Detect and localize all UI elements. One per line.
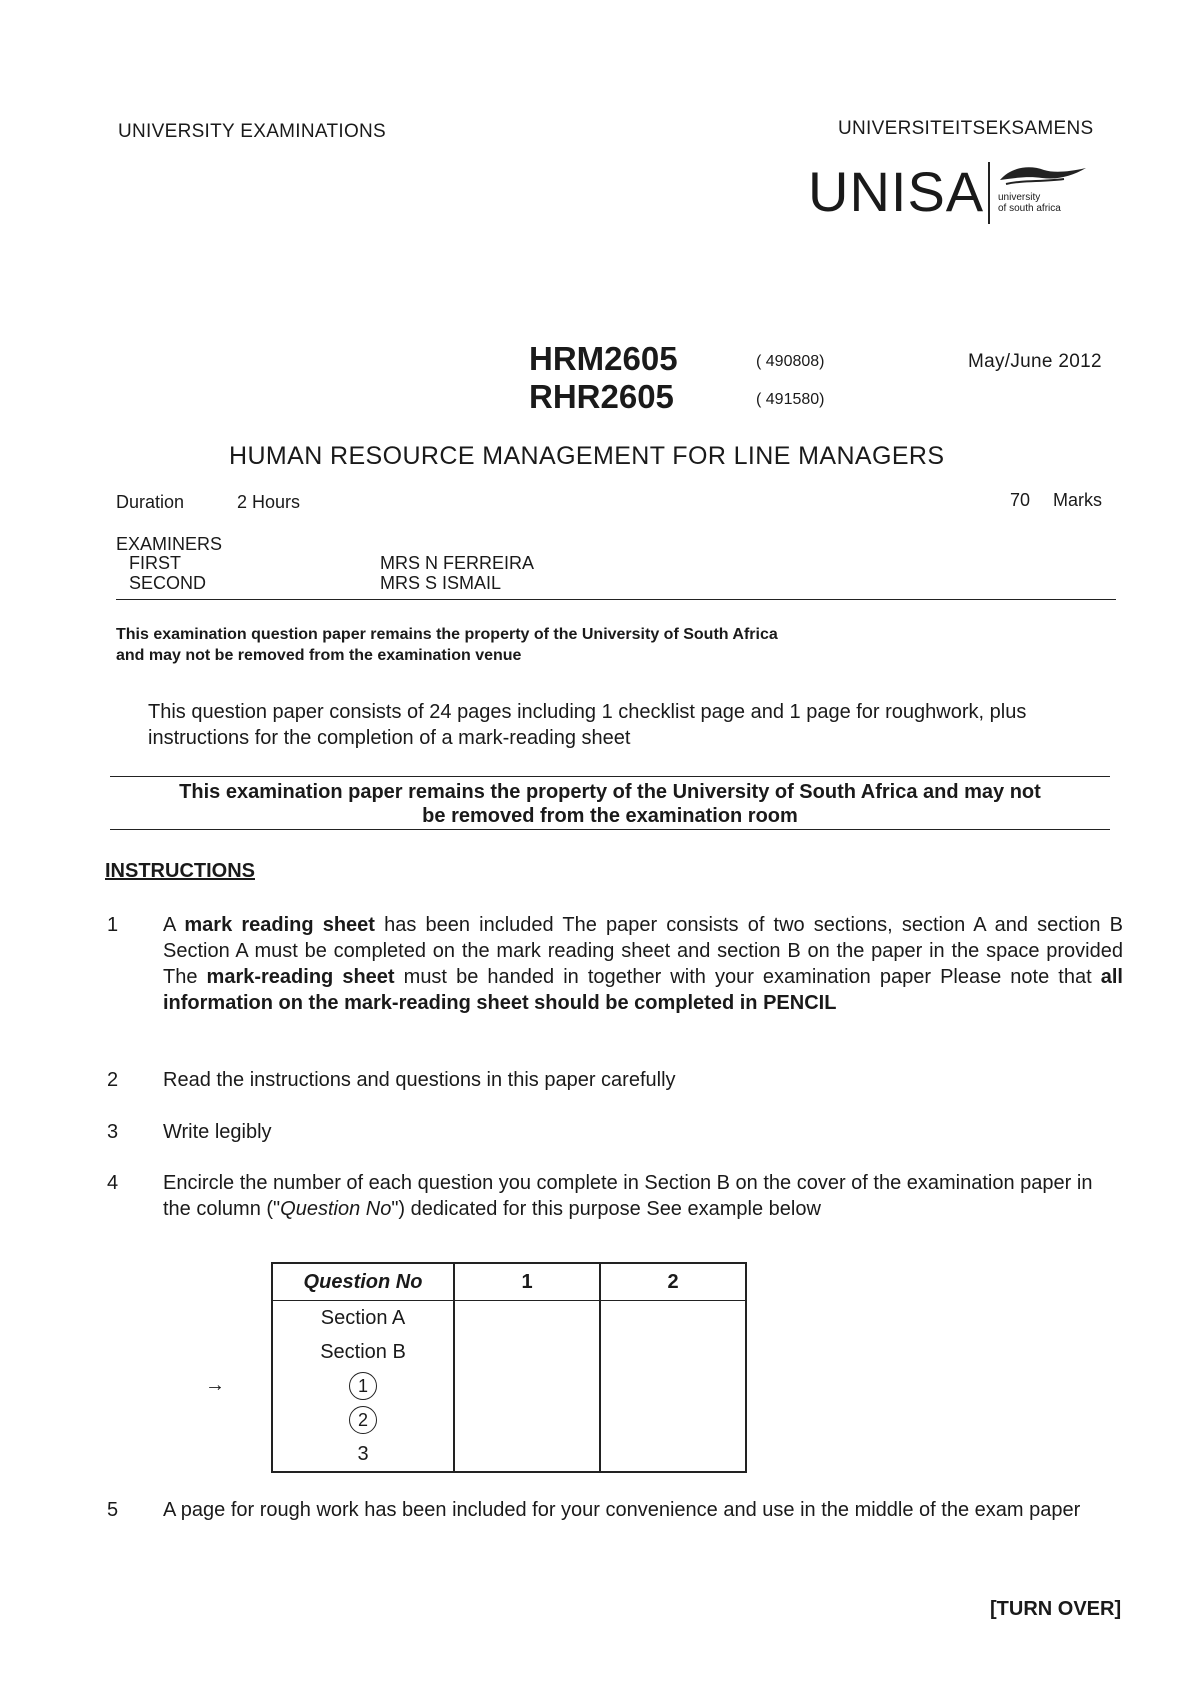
instruction-number-2: 2 xyxy=(107,1069,119,1091)
header-left: UNIVERSITY EXAMINATIONS xyxy=(118,121,387,142)
boxed-notice-line-1: This examination paper remains the property of the University of South Africa and may not xyxy=(179,781,1041,803)
table-row-label xyxy=(272,1369,454,1403)
table-row xyxy=(272,1403,746,1437)
table-header-question-no: Question No xyxy=(272,1263,454,1301)
instructions-heading: INSTRUCTIONS xyxy=(105,860,255,882)
table-row-label: Section A xyxy=(272,1301,454,1336)
boxed-notice-bottom-rule xyxy=(110,829,1110,830)
table-header-col-2: 2 xyxy=(600,1263,746,1301)
instruction-2: Read the instructions and questions in this paper carefully xyxy=(163,1069,676,1091)
table-row xyxy=(272,1301,746,1336)
instruction-number-1: 1 xyxy=(107,914,119,936)
table-header-row xyxy=(272,1263,746,1301)
unisa-logo xyxy=(808,160,1098,230)
table-row-label xyxy=(272,1403,454,1437)
circled-number-1: 1 xyxy=(349,1372,377,1400)
logo-divider xyxy=(988,162,990,224)
table-row xyxy=(272,1437,746,1472)
exam-date: May/June 2012 xyxy=(968,351,1102,372)
course-number-2: ( 491580) xyxy=(756,391,825,408)
examiner-first-label: FIRST xyxy=(129,553,181,573)
table-row-label: Section B xyxy=(272,1335,454,1369)
turn-over: [TURN OVER] xyxy=(990,1598,1122,1620)
logo-sub-1: university xyxy=(998,192,1041,203)
table-row-label: 3 xyxy=(272,1437,454,1472)
table-row xyxy=(272,1335,746,1369)
course-code-1: HRM2605 xyxy=(529,340,678,377)
paper-title: HUMAN RESOURCE MANAGEMENT FOR LINE MANAGERS xyxy=(229,442,945,470)
property-notice-line-2: and may not be removed from the examination venue xyxy=(116,647,522,664)
instruction-1: A mark reading sheet has been included The paper consists of two sections, section A and section B Section A must be completed on the mark reading sheet and section B on the paper in the space provided The mark-reading sheet must be handed in together with your examination paper Please note that all information on the mark-reading sheet should be completed in PENCIL xyxy=(163,914,1123,1014)
logo-wordmark: UNISA xyxy=(808,160,985,223)
boxed-notice-line-2: be removed from the examination room xyxy=(422,805,798,827)
instruction-number-4: 4 xyxy=(107,1172,119,1194)
examiner-second-name: MRS S ISMAIL xyxy=(380,573,502,593)
duration-label: Duration xyxy=(116,492,185,512)
duration-value: 2 Hours xyxy=(237,492,301,512)
examiner-first-name: MRS N FERREIRA xyxy=(380,553,535,573)
table-row xyxy=(272,1369,746,1403)
boxed-notice xyxy=(110,776,1110,828)
course-number-1: ( 490808) xyxy=(756,353,825,370)
marks-label: Marks xyxy=(1053,490,1102,510)
logo-sub-2: of south africa xyxy=(998,203,1061,214)
examiners-heading: EXAMINERS xyxy=(116,534,223,554)
table-header-col-1: 1 xyxy=(454,1263,600,1301)
marks-value: 70 xyxy=(1010,490,1031,510)
examiner-second-label: SECOND xyxy=(129,573,207,593)
instruction-number-3: 3 xyxy=(107,1121,119,1143)
examiners-rule xyxy=(116,599,1116,600)
consists-line-2: instructions for the completion of a mark-reading sheet xyxy=(148,727,631,749)
instruction-3: Write legibly xyxy=(163,1121,272,1143)
property-notice-line-1: This examination question paper remains the property of the University of South Africa xyxy=(116,626,778,643)
question-number-table xyxy=(271,1262,747,1473)
logo-emblem-icon xyxy=(998,162,1088,190)
example-arrow: → xyxy=(205,1374,225,1396)
instruction-4: Encircle the number of each question you complete in Section B on the cover of the examination paper in the column ("Question No") dedicated for this purpose See example below xyxy=(163,1172,1093,1220)
circled-number-2: 2 xyxy=(349,1406,377,1434)
course-code-2: RHR2605 xyxy=(529,378,674,415)
consists-line-1: This question paper consists of 24 pages including 1 checklist page and 1 page for roughwork, plus xyxy=(148,701,1027,723)
header-right: UNIVERSITEITSEKSAMENS xyxy=(838,118,1094,139)
instruction-number-5: 5 xyxy=(107,1499,119,1521)
instruction-5: A page for rough work has been included for your convenience and use in the middle of the exam paper xyxy=(163,1499,1081,1521)
